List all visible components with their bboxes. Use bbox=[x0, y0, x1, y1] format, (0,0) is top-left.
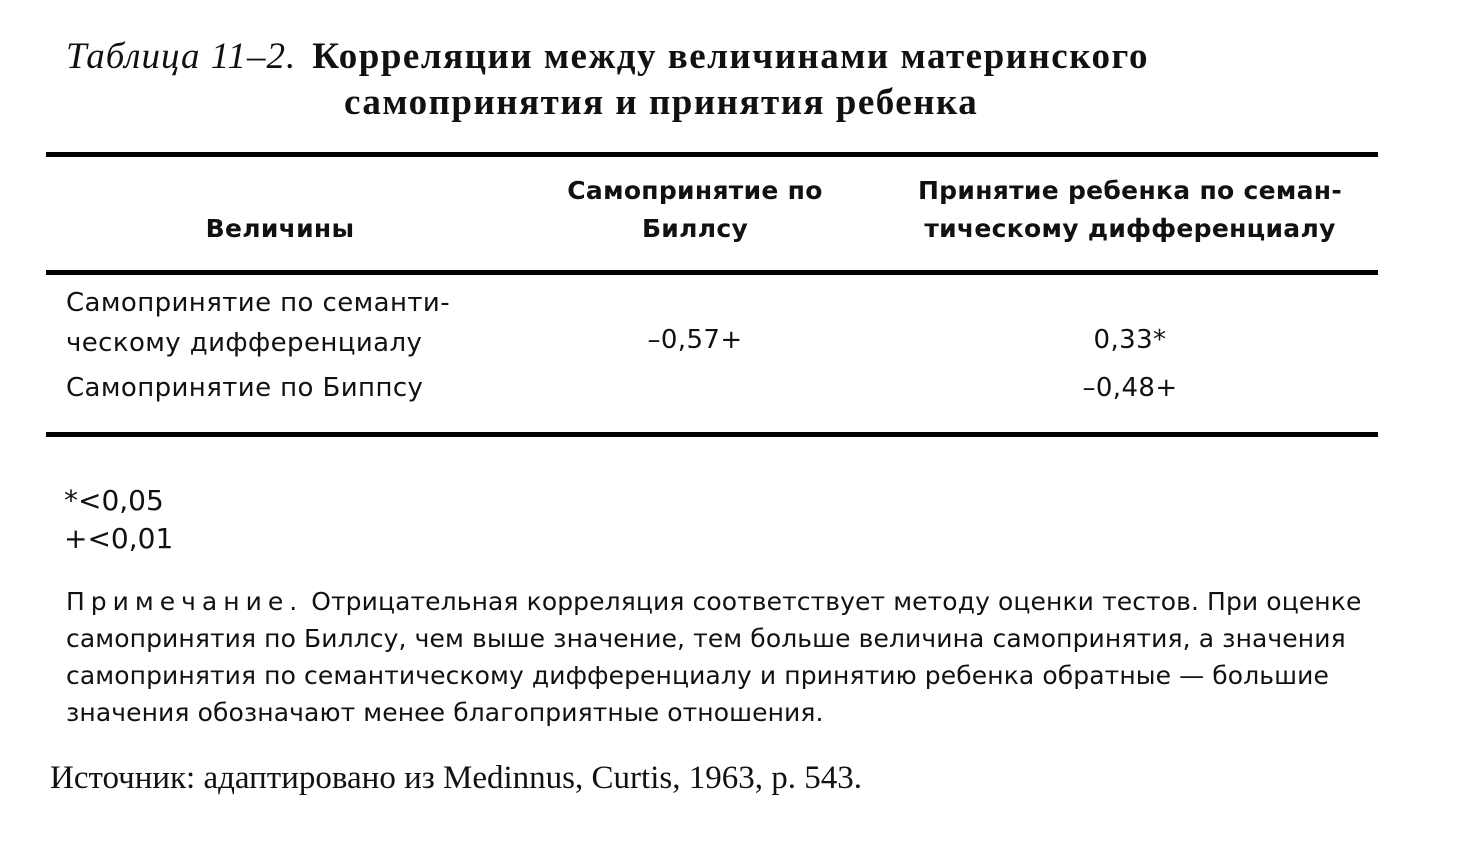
table-header-rule bbox=[46, 270, 1378, 275]
row1-value-bills: –0,57+ bbox=[647, 325, 743, 355]
significance-005: *<0,05 bbox=[64, 484, 164, 517]
source-citation: Источник: адаптировано из Medinnus, Curtis, 1963, p. 543. bbox=[50, 760, 862, 796]
significance-001: +<0,01 bbox=[64, 522, 174, 555]
row2-label: Самопринятие по Биппсу bbox=[66, 373, 424, 403]
row2-value-child: –0,48+ bbox=[1082, 373, 1178, 403]
table-top-rule bbox=[46, 152, 1378, 157]
caption-label: Таблица 11–2. bbox=[66, 36, 297, 77]
header-col-variables: Величины bbox=[205, 214, 355, 243]
table-caption bbox=[66, 34, 1366, 126]
table-note bbox=[66, 583, 1376, 731]
caption-title-line2: самопринятия и принятия ребенка bbox=[344, 82, 979, 123]
note-text: Отрицательная корреляция соответствует методу оценки тестов. При оценке самопринятия по Биллсу, чем выше значение, тем больше величина самопринятия, а значения самопринятия по семантическому дифференциалу и принятию ребенка обратные — большие значения обозначают менее благоприятные отношения. bbox=[66, 587, 1362, 727]
header-col-child-acceptance: Принятие ребенка по семан-тическому дифференциалу bbox=[917, 176, 1343, 243]
header-col-bills: Самопринятие по Биллсу bbox=[567, 176, 823, 243]
caption-title-line1: Корреляции между величинами материнского bbox=[312, 36, 1149, 77]
row1-label: Самопринятие по семанти-ческому дифференциалу bbox=[66, 288, 450, 358]
note-label: Примечание. bbox=[66, 587, 304, 616]
table-bottom-rule bbox=[46, 432, 1378, 437]
row1-value-child: 0,33* bbox=[1093, 325, 1167, 355]
